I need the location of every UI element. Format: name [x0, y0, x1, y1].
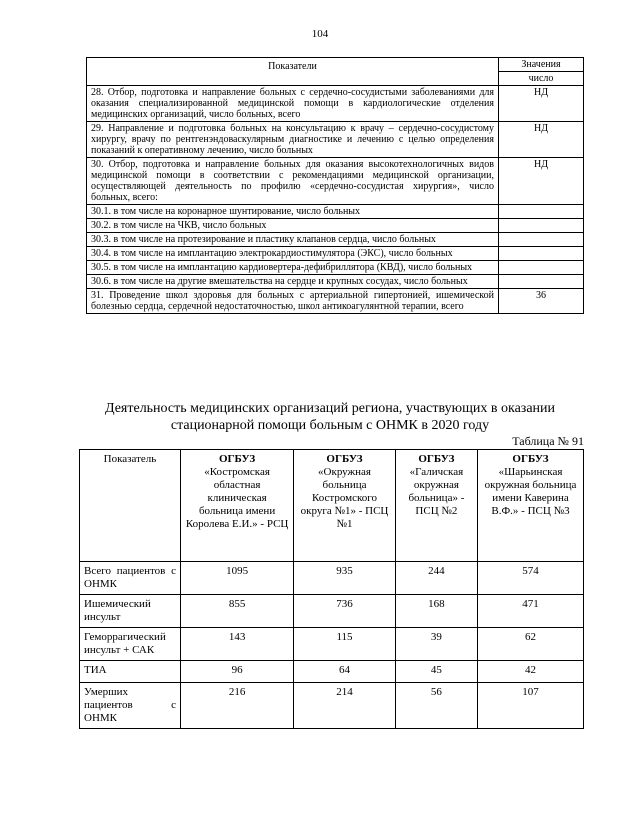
header-indicator: Показатель [80, 450, 181, 562]
row-description: 30.5. в том числе на имплантацию кардиовертера-дефибриллятора (КВД), число больных [87, 261, 499, 275]
row-value: НД [499, 158, 584, 205]
header-org-3 [395, 450, 477, 562]
row-value [499, 247, 584, 261]
table-row [80, 683, 584, 729]
cell-value: 855 [181, 595, 294, 628]
row-label: Умерших пациентов с ОНМК [80, 683, 181, 729]
cell-value: 214 [294, 683, 396, 729]
cell-value: 168 [395, 595, 477, 628]
org-name: «Галичская окружная больница» - ПСЦ №2 [408, 466, 465, 517]
row-description: 30.3. в том числе на протезирование и пластику клапанов сердца, число больных [87, 233, 499, 247]
org-type: ОГБУЗ [418, 453, 455, 465]
row-description: 28. Отбор, подготовка и направление больных с сердечно-сосудистыми заболеваниями для оказания специализированной медицинской помощи в кардиологические отделения медицинских организаций, число больных, всего [87, 86, 499, 122]
row-label: Ишемический инсульт [80, 595, 181, 628]
org-type: ОГБУЗ [326, 453, 363, 465]
row-value [499, 275, 584, 289]
stroke-table-header [80, 450, 584, 562]
cell-value: 42 [478, 661, 584, 683]
row-value [499, 205, 584, 219]
table-row [87, 205, 584, 219]
page-number: 104 [311, 28, 329, 40]
row-value: 36 [499, 289, 584, 314]
cell-value: 244 [395, 562, 477, 595]
row-value: НД [499, 122, 584, 158]
row-description: 29. Направление и подготовка больных на консультацию к врачу – сердечно-сосудистому хирургу, врачу по рентгенэндоваскулярным диагностике и лечению с целью определения показаний к оперативному лечению, число больных [87, 122, 499, 158]
cell-value: 56 [395, 683, 477, 729]
org-type: ОГБУЗ [512, 453, 549, 465]
row-label: Геморрагический инсульт + САК [80, 628, 181, 661]
org-type: ОГБУЗ [219, 453, 256, 465]
table-row [87, 158, 584, 205]
org-name: «Шарьинская окружная больница имени Каверина В.Ф.» - ПСЦ №3 [484, 466, 577, 517]
cell-value: 574 [478, 562, 584, 595]
cell-value: 107 [478, 683, 584, 729]
cell-value: 935 [294, 562, 396, 595]
cell-value: 216 [181, 683, 294, 729]
header-org-2 [294, 450, 396, 562]
header-values: Значения [499, 58, 584, 72]
table-row [87, 275, 584, 289]
table-row [87, 122, 584, 158]
row-description: 31. Проведение школ здоровья для больных с артериальной гипертонией, ишемической болезнью сердца, сердечной недостаточностью, школ антикоагулянтной терапии, всего [87, 289, 499, 314]
row-label: ТИА [80, 661, 181, 683]
cell-value: 471 [478, 595, 584, 628]
row-description: 30.6. в том числе на другие вмешательства на сердце и крупных сосудах, число больных [87, 275, 499, 289]
cell-value: 736 [294, 595, 396, 628]
table-row [80, 595, 584, 628]
row-description: 30.1. в том числе на коронарное шунтирование, число больных [87, 205, 499, 219]
section-title: Деятельность медицинских организаций региона, участвующих в оказании стационарной помощи больным с ОНМК в 2020 году [104, 401, 556, 433]
cell-value: 1095 [181, 562, 294, 595]
row-value [499, 219, 584, 233]
header-indicators: Показатели [87, 58, 499, 86]
table-row [87, 261, 584, 275]
cell-value: 64 [294, 661, 396, 683]
org-name: «Костромская областная клиническая больница имени Королева Е.И.» - РСЦ [185, 466, 289, 530]
stroke-table [79, 449, 584, 729]
cell-value: 45 [395, 661, 477, 683]
row-label: Всего пациентов с ОНМК [80, 562, 181, 595]
cell-value: 39 [395, 628, 477, 661]
indicators-table [86, 57, 584, 314]
indicators-table-header [87, 58, 584, 72]
row-value [499, 233, 584, 247]
row-description: 30.4. в том числе на имплантацию электрокардиостимулятора (ЭКС), число больных [87, 247, 499, 261]
cell-value: 62 [478, 628, 584, 661]
table-number: Таблица № 91 [512, 434, 584, 448]
table-row [87, 86, 584, 122]
cell-value: 115 [294, 628, 396, 661]
table-row [80, 562, 584, 595]
table-row [87, 219, 584, 233]
header-values-sub: число [499, 72, 584, 86]
row-value [499, 261, 584, 275]
table-row [80, 661, 584, 683]
cell-value: 143 [181, 628, 294, 661]
org-name: «Окружная больница Костромского округа №1» - ПСЦ №1 [300, 466, 389, 530]
row-description: 30.2. в том числе на ЧКВ, число больных [87, 219, 499, 233]
header-org-4 [478, 450, 584, 562]
table-row [80, 628, 584, 661]
table-row [87, 289, 584, 314]
cell-value: 96 [181, 661, 294, 683]
row-value: НД [499, 86, 584, 122]
table-row [87, 233, 584, 247]
row-description: 30. Отбор, подготовка и направление больных для оказания высокотехнологичных видов медицинской помощи в соответствии с рекомендациями медицинской организации, осуществляющей деятельность по профилю «сердечно-сосудистая хирургия», число больных, всего: [87, 158, 499, 205]
table-row [87, 247, 584, 261]
header-org-1 [181, 450, 294, 562]
